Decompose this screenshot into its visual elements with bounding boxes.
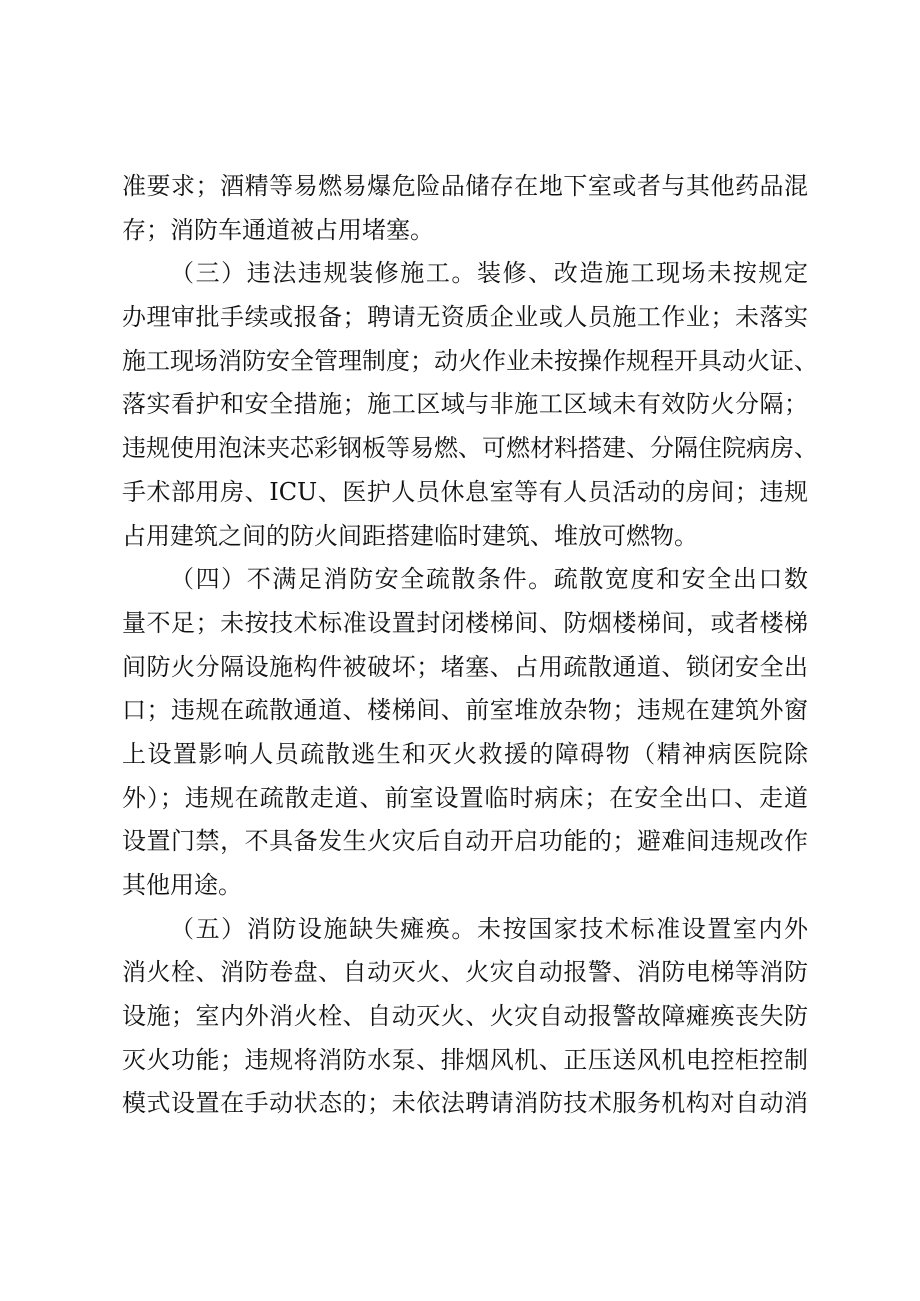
section-heading-line: （三）违法违规装修施工。装修、改造施工现场未按规定: [170, 259, 808, 288]
text-line: 手术部用房、ICU、医护人员休息室等有人员活动的房间；违规: [122, 477, 808, 506]
text-line: 外）；违规在疏散走道、前室设置临时病床；在安全出口、走道: [122, 783, 808, 812]
text-line: 存；消防车通道被占用堵塞。: [122, 215, 434, 244]
text-line: 间防火分隔设施构件被破坏；堵塞、占用疏散通道、锁闭安全出: [122, 652, 808, 681]
text-line: 其他用途。: [122, 871, 242, 899]
text-line: 落实看护和安全措施；施工区域与非施工区域未有效防火分隔；: [122, 390, 808, 419]
text-line: 量不足；未按技术标准设置封闭楼梯间、防烟楼梯间，或者楼梯: [122, 608, 808, 637]
text-line: 办理审批手续或报备；聘请无资质企业或人员施工作业；未落实: [122, 303, 808, 332]
paragraph-section-4: [122, 558, 808, 908]
text-line: 设置门禁，不具备发生火灾后自动开启功能的；避难间违规改作: [122, 827, 808, 856]
text-line: 口；违规在疏散通道、楼梯间、前室堆放杂物；违规在建筑外窗: [122, 696, 808, 725]
text-line: 违规使用泡沫夹芯彩钢板等易燃、可燃材料搭建、分隔住院病房、: [122, 434, 818, 463]
text-line: 上设置影响人员疏散逃生和灭火救援的障碍物（精神病医院除: [122, 739, 808, 768]
text-line: 设施；室内外消火栓、自动灭火、火灾自动报警故障瘫痪丧失防: [122, 1002, 808, 1031]
text-line: 占用建筑之间的防火间距搭建临时建筑、堆放可燃物。: [122, 521, 698, 550]
section-heading-line: （五）消防设施缺失瘫痪。未按国家技术标准设置室内外: [170, 914, 808, 943]
text-line: 模式设置在手动状态的；未依法聘请消防技术服务机构对自动消: [122, 1089, 808, 1118]
text-line: 施工现场消防安全管理制度；动火作业未按操作规程开具动火证、: [122, 346, 818, 375]
text-line: 消火栓、消防卷盘、自动灭火、火灾自动报警、消防电梯等消防: [122, 958, 808, 987]
text-line: 灭火功能；违规将消防水泵、排烟风机、正压送风机电控柜控制: [122, 1045, 808, 1074]
text-line: 准要求；酒精等易燃易爆危险品储存在地下室或者与其他药品混: [122, 172, 808, 200]
document-body: [122, 165, 818, 1126]
section-heading-line: （四）不满足消防安全疏散条件。疏散宽度和安全出口数: [170, 565, 808, 594]
paragraph-section-5: [122, 908, 808, 1126]
paragraph-section-3: [122, 252, 818, 558]
paragraph-continuation: [122, 165, 808, 252]
